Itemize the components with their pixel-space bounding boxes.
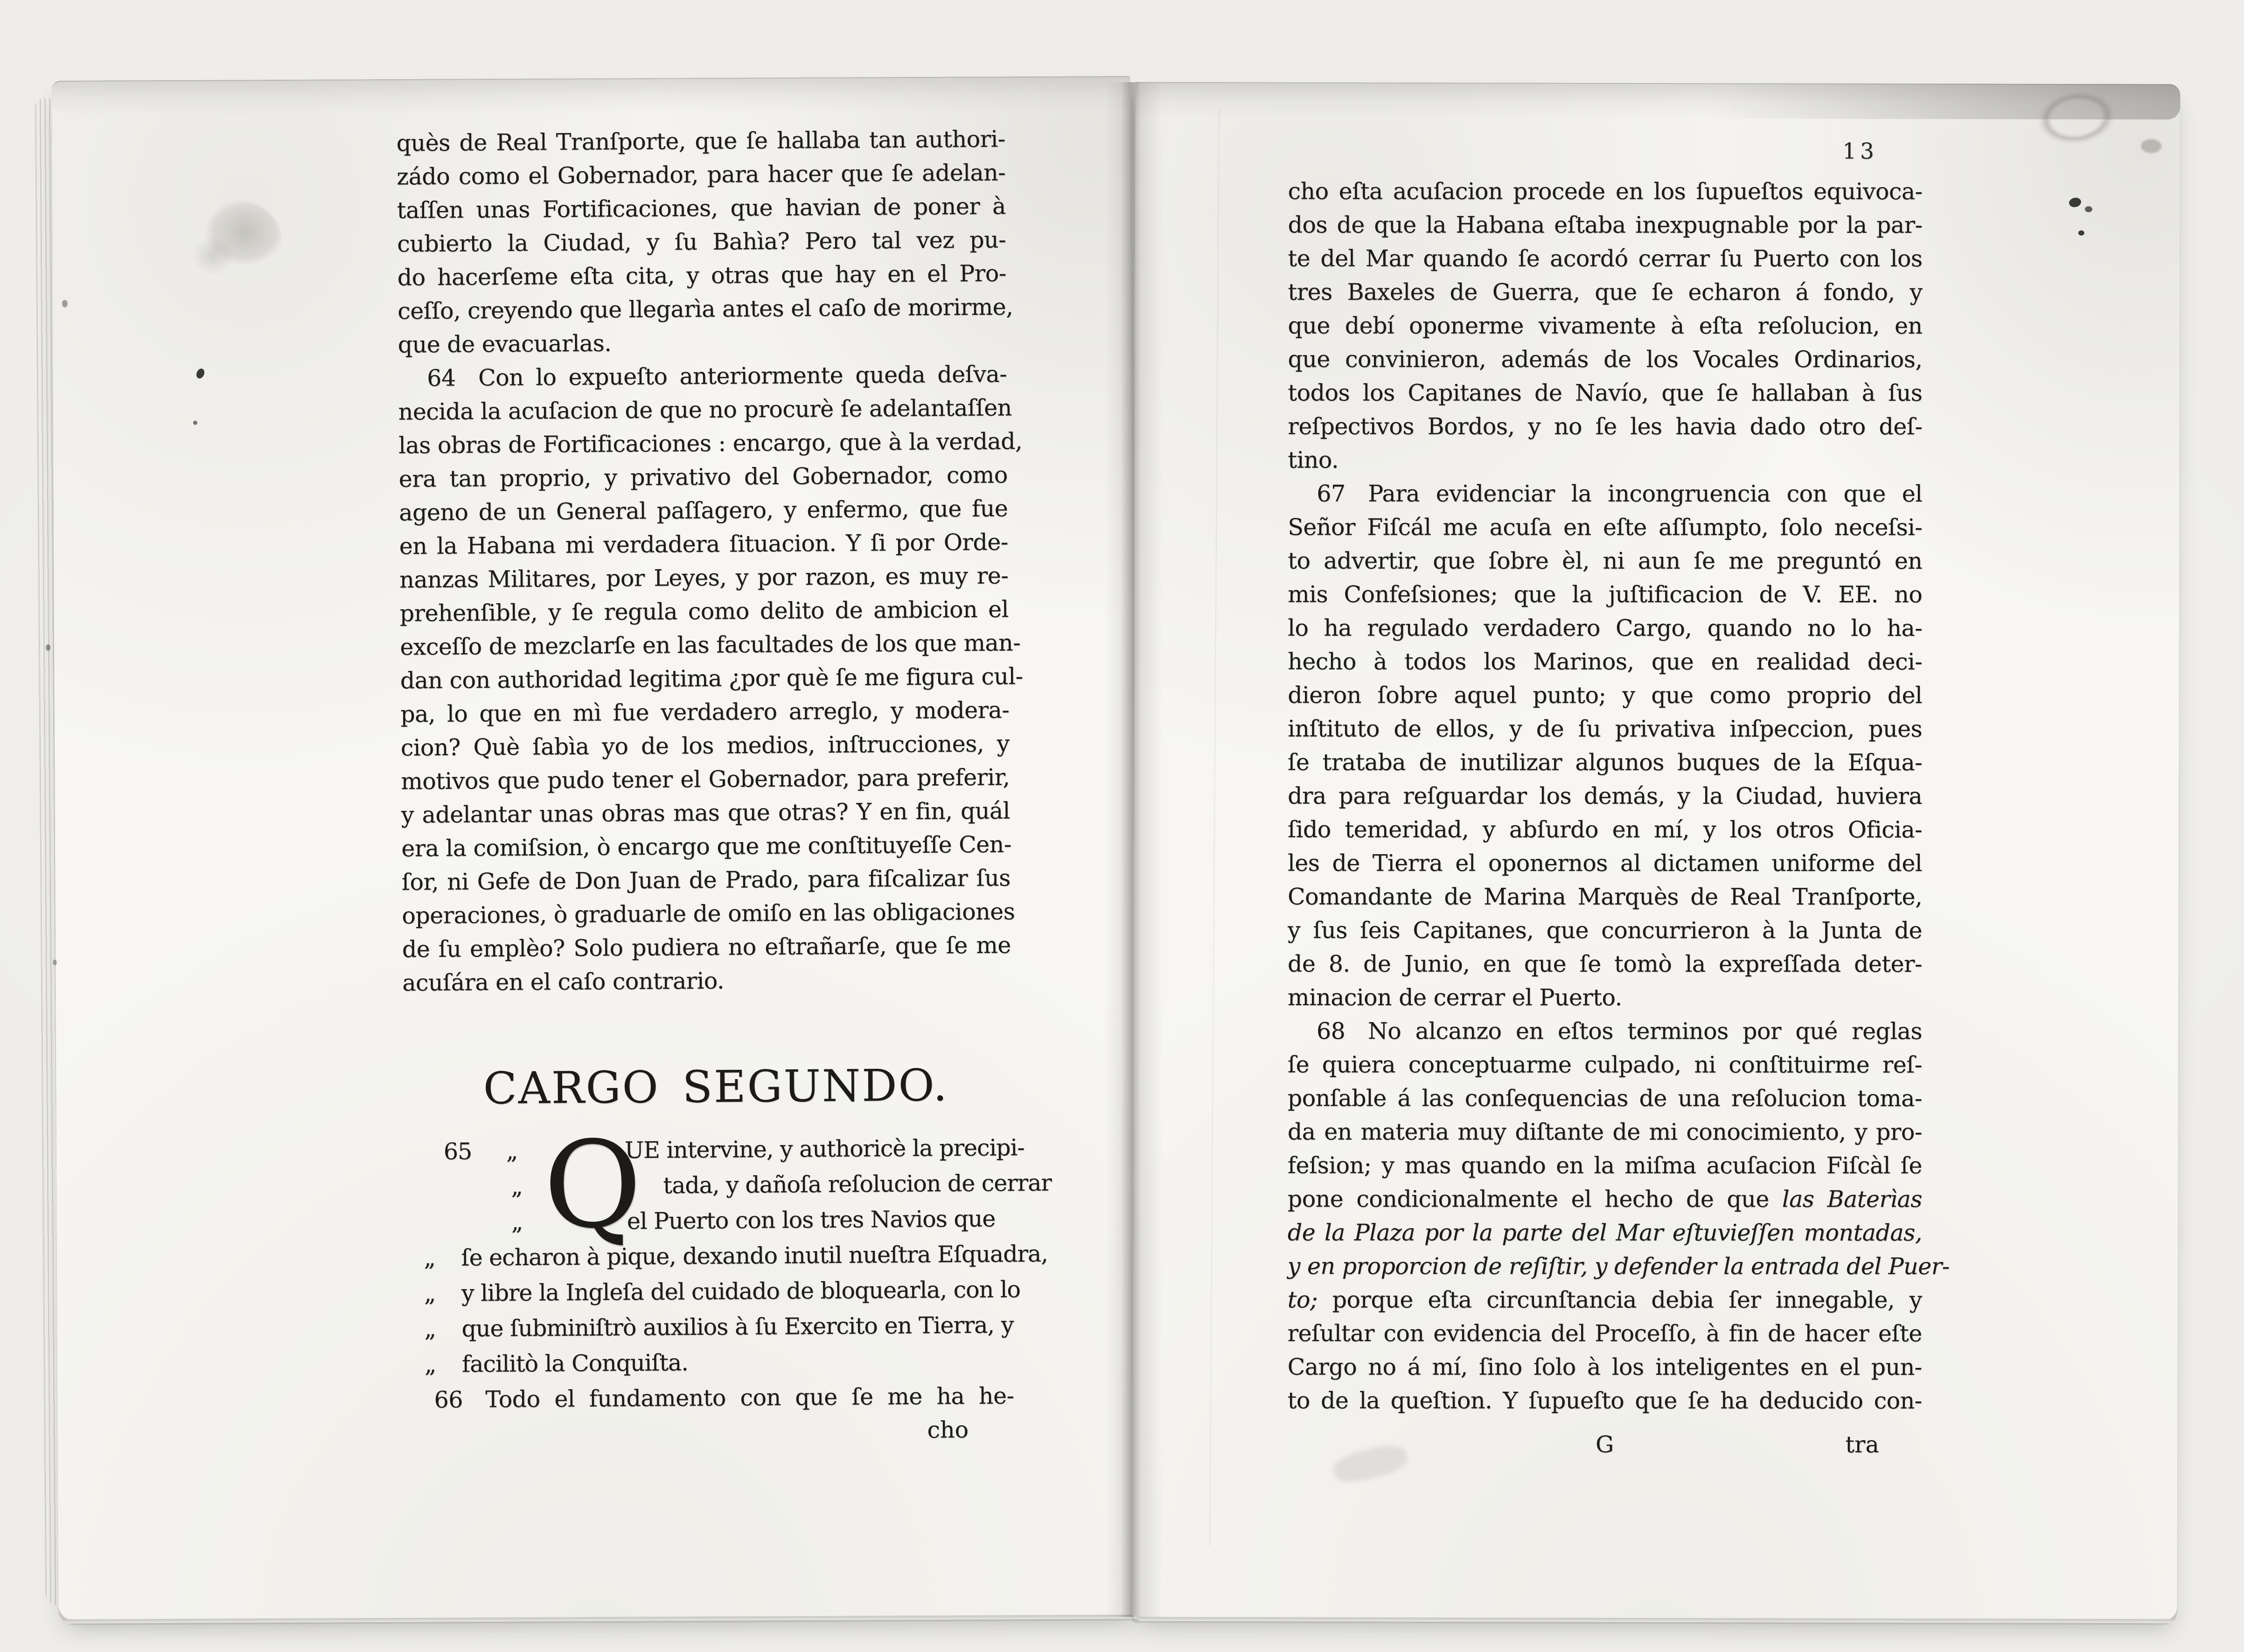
text-line: minacion de cerrar el Puerto. bbox=[1288, 984, 1622, 1011]
quote-mark: „ bbox=[511, 1173, 523, 1200]
ink-speck bbox=[193, 421, 197, 425]
text-line: les de Tierra el oponernos al dictamen uniforme del bbox=[1288, 850, 1923, 877]
text-line: „ el Puerto con los tres Navios que bbox=[404, 1201, 1013, 1241]
text-line: reſultar con evidencia del Proceſſo, à fin de hacer eſte bbox=[1287, 1320, 1922, 1347]
ink-speck bbox=[2068, 196, 2082, 208]
stain-blob bbox=[184, 199, 282, 282]
text-line: do hacerſeme eſta cita, y otras que hay en el Pro- bbox=[397, 260, 1006, 291]
ink-speck bbox=[2085, 206, 2092, 212]
text-line: „ y libre la Ingleſa del cuidado de bloquearla, con lo bbox=[404, 1272, 1013, 1311]
quoted-charge-block bbox=[404, 1115, 1052, 1382]
text-line: tres Baxeles de Guerra, que ſe echaron á fondo, y bbox=[1288, 279, 1923, 306]
ink-speck bbox=[195, 367, 206, 380]
text-line: ponſable á las conſequencias de una reſolucion toma- bbox=[1287, 1085, 1922, 1112]
text-line: pa, lo que en mì fue verdadero arreglo, y modera- bbox=[400, 697, 1010, 728]
page-number: 13 bbox=[1842, 138, 1878, 164]
text-line: to de la queſtion. Y ſupueſto que ſe ha deducido con- bbox=[1287, 1387, 1922, 1415]
quote-mark: „ bbox=[424, 1245, 436, 1272]
text-line: de 8. de Junio, en que ſe tomò la expreſſada deter- bbox=[1288, 950, 1923, 978]
text-line: lo ha regulado verdadero Cargo, quando no lo ha- bbox=[1288, 614, 1923, 642]
text-line: „ ſe echaron à pique, dexando inutil nueſtra Eſquadra, bbox=[404, 1236, 1013, 1276]
text-line: ſe trataba de inutilizar algunos buques de la Eſqua- bbox=[1288, 749, 1923, 776]
catchword-left bbox=[405, 1413, 1014, 1450]
text-line: que debí oponerme vivamente à eſta reſolucion, en bbox=[1288, 312, 1923, 340]
quote-mark: „ bbox=[424, 1351, 436, 1378]
text-line: zádo como el Gobernador, para hacer que ſe adelan- bbox=[397, 159, 1006, 190]
right-page bbox=[1132, 82, 2181, 1620]
text-line: prehenſible, y ſe regula como delito de ambicion el bbox=[399, 596, 1009, 627]
text-line: motivos que pudo tener el Gobernador, para preferir, bbox=[401, 764, 1010, 795]
text-line: cubierto la Ciudad, y ſu Bahìa? Pero tal vez pu- bbox=[397, 226, 1006, 258]
text-line: operaciones, ò graduarle de omiſo en las obligaciones bbox=[402, 898, 1015, 929]
left-page bbox=[52, 76, 1137, 1620]
text-line: dieron ſobre aquel punto; y que como proprio del bbox=[1288, 682, 1923, 709]
text-line: ſor, ni Gefe de Don Juan de Prado, para fiſcalizar ſus bbox=[401, 864, 1011, 896]
text-line: Comandante de Marina Marquès de Real Tranſporte, bbox=[1288, 883, 1923, 911]
ink-speck bbox=[62, 300, 68, 307]
paragraph-66 bbox=[405, 1379, 1014, 1417]
text-line: nanzas Militares, por Leyes, y por razon, es muy re- bbox=[399, 562, 1009, 593]
drop-cap-Q: Q bbox=[543, 1115, 642, 1255]
text-line: exceſſo de mezclarſe en las facultades de los que man- bbox=[400, 629, 1021, 661]
text-line: de la Plaza por la parte del Mar eſtuvieſſen montadas, bbox=[1287, 1219, 1922, 1247]
text-line: dra para reſguardar los demás, y la Ciudad, huviera bbox=[1288, 782, 1923, 810]
ink-speck bbox=[2078, 230, 2084, 236]
text-line: ſido temeridad, y abſurdo en mí, y los otros Oficia- bbox=[1288, 816, 1923, 843]
text-line: dan con authoridad legitima ¿por què ſe me figura cul- bbox=[400, 663, 1023, 694]
text-line: y adelantar unas obras mas que otras? Y en fin, quál bbox=[401, 797, 1010, 829]
text-line: cho eſta acuſacion procede en los ſupueſtos equivoca- bbox=[1288, 178, 1923, 205]
text-line: quès de Real Tranſporte, que ſe hallaba tan authori- bbox=[396, 125, 1005, 157]
text-line: todos los Capitanes de Navío, que ſe hallaban à ſus bbox=[1288, 379, 1923, 407]
text-line: to; porque eſta circunſtancia debia ſer innegable, y bbox=[1287, 1286, 1922, 1314]
text-line: „ facilitò la Conquiſta. bbox=[405, 1343, 1014, 1382]
text-line: y en proporcion de reſiſtir, y defender la entrada del Puer- bbox=[1287, 1253, 1950, 1280]
right-text-column bbox=[1287, 175, 1950, 1463]
text-line: 68 No alcanzo en eſtos terminos por qué reglas bbox=[1316, 1018, 1922, 1045]
quote-mark: „ bbox=[424, 1316, 436, 1343]
text-line: que convinieron, además de los Vocales Ordinarios, bbox=[1288, 346, 1923, 373]
text-line: 64 Con lo expueſto anteriormente queda deſva- bbox=[427, 361, 1007, 392]
text-line: y ſus ſeis Capitanes, que concurrieron à la Junta de bbox=[1288, 917, 1923, 944]
text-line: mis Confeſsiones; que la juſtificacion de V. EE. no bbox=[1288, 581, 1923, 608]
text-line: te del Mar quando ſe acordó cerrar ſu Puerto con los bbox=[1288, 245, 1923, 272]
text-line: pone condicionalmente el hecho de que las Baterìas bbox=[1287, 1185, 1922, 1213]
text-line: Cargo no á mí, ſino ſolo à los inteligentes en el pun- bbox=[1287, 1353, 1922, 1381]
text-line: ſe quiera conceptuarme culpado, ni conſtituirme reſ- bbox=[1287, 1051, 1922, 1079]
catchword-right: tra bbox=[1845, 1431, 1879, 1458]
text-line: da en materia muy diſtante de mi conocimiento, y pro- bbox=[1287, 1118, 1922, 1146]
stain-blob bbox=[2141, 139, 2161, 153]
text-line: dos de que la Habana eſtaba inexpugnable por la par- bbox=[1288, 211, 1923, 239]
paragraph-number: 65 bbox=[443, 1138, 472, 1165]
text-line: ceſſo, creyendo que llegarìa antes el caſo de morirme, bbox=[397, 293, 1013, 325]
text-line: inſtituto de ellos, y de ſu privativa inſpeccion, pues bbox=[1288, 715, 1923, 743]
quote-mark: „ bbox=[506, 1137, 518, 1164]
quote-mark: „ bbox=[511, 1208, 523, 1235]
text-line: Señor Fiſcál me acuſa en eſte aſſumpto, ſolo neceſsi- bbox=[1288, 514, 1923, 541]
text-line: necida la acuſacion de que no procurè ſe adelantaſſen bbox=[398, 394, 1012, 425]
text-line: taſſen unas Fortificaciones, que havian de poner à bbox=[397, 193, 1006, 224]
text-line: las obras de Fortificaciones : encargo, que à la verdad, bbox=[398, 428, 1023, 459]
book-gutter-shadow bbox=[1105, 82, 1163, 1617]
text-line: 65 „ UE intervine, y authoricè la precipi- bbox=[404, 1130, 1012, 1170]
left-text-column bbox=[396, 122, 1052, 1450]
text-line: cion? Què ſabìa yo de los medios, inſtrucciones, y bbox=[400, 730, 1010, 761]
text-line: „ tada, y dañoſa reſolucion de cerrar bbox=[404, 1165, 1012, 1205]
ring-stain bbox=[2025, 78, 2129, 156]
text-line: feſsion; y mas quando en la miſma acuſacion Fiſcàl ſe bbox=[1287, 1152, 1922, 1179]
text-line: reſpectivos Bordos, y no ſe les havia dado otro deſ- bbox=[1288, 413, 1923, 440]
text-line: de ſu emplèo? Solo pudiera no eſtrañarſe, que ſe me bbox=[402, 932, 1011, 963]
section-heading: CARGO SEGUNDO. bbox=[483, 1060, 949, 1115]
text-line: era tan proprio, y privativo del Gobernador, como bbox=[398, 461, 1008, 493]
text-line: 67 Para evidenciar la incongruencia con que el bbox=[1317, 480, 1923, 508]
text-line: tino. bbox=[1288, 446, 1339, 474]
signature-line bbox=[1288, 1427, 1922, 1463]
text-line: acuſára en el caſo contrario. bbox=[402, 967, 725, 997]
paper-crease bbox=[1209, 109, 1220, 1546]
text-line: „ que ſubminiſtrò auxilios à ſu Exercito en Tierra, y bbox=[404, 1307, 1013, 1347]
text-line: era la comiſsion, ò encargo que me conſtituyeſſe Cen- bbox=[401, 831, 1011, 862]
quote-mark: „ bbox=[424, 1280, 436, 1307]
text-line: hecho à todos los Marinos, que en realidad deci- bbox=[1288, 648, 1923, 676]
text-line: 66 Todo el fundamento con que ſe me ha he- bbox=[434, 1382, 1014, 1414]
catchword-text: cho bbox=[927, 1416, 969, 1443]
text-line: to advertir, que ſobre èl, ni aun ſe me preguntó en bbox=[1288, 547, 1923, 575]
text-line: ageno de un General paſſagero, y enfermo, que fue bbox=[399, 495, 1008, 526]
signature-mark: G bbox=[1596, 1431, 1614, 1458]
text-line: que de evacuarlas. bbox=[397, 330, 612, 358]
text-line: en la Habana mi verdadera ſituacion. Y ſi por Orde- bbox=[399, 529, 1008, 560]
